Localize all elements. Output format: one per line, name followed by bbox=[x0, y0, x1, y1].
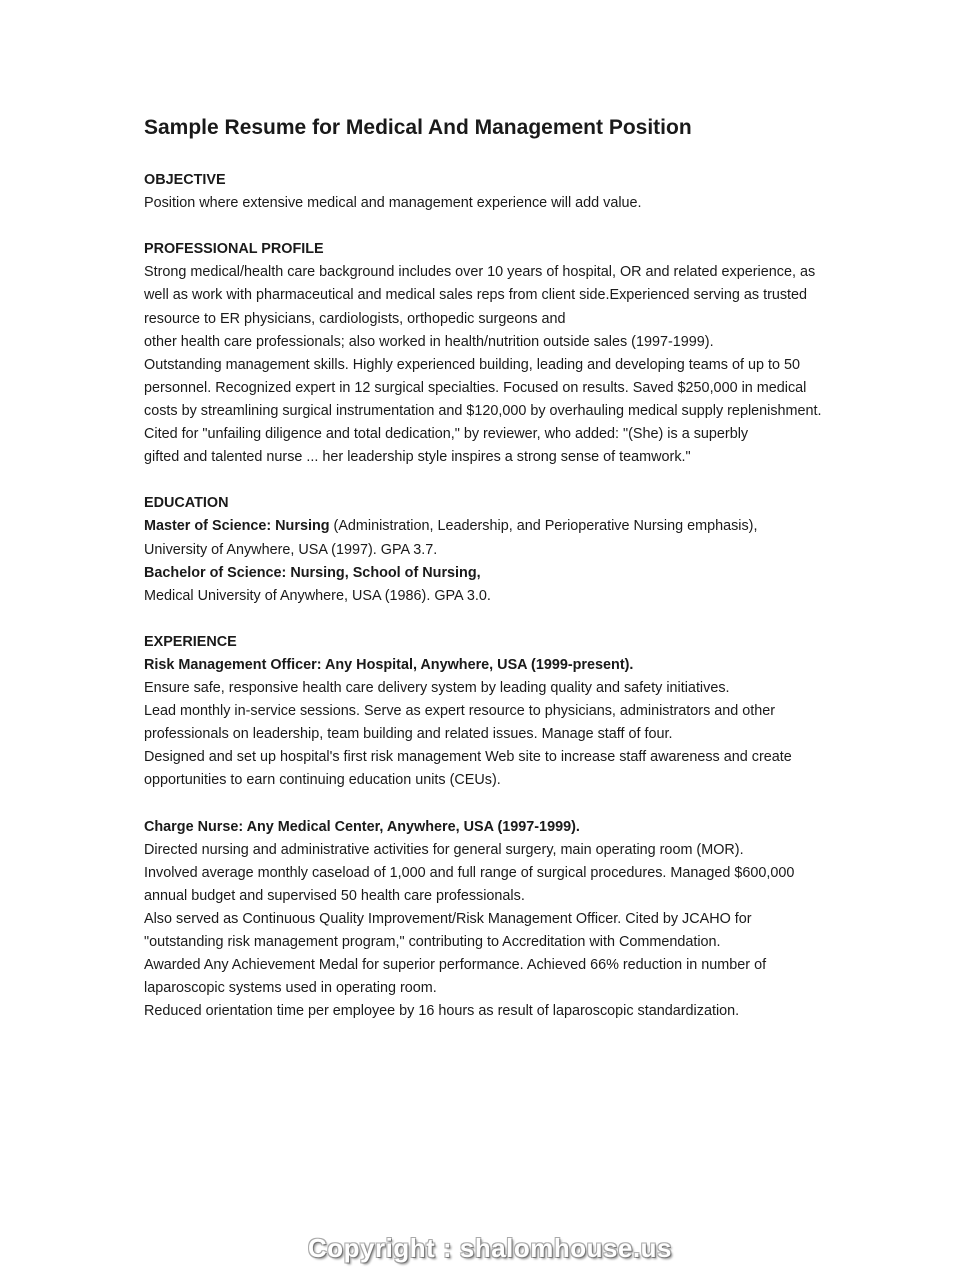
job-line: opportunities to earn continuing education units (CEUs). bbox=[144, 772, 501, 789]
spacer bbox=[144, 608, 844, 631]
job-title: Charge Nurse: Any Medical Center, Anywhere, USA (1997-1999). bbox=[144, 818, 580, 835]
page-title: Sample Resume for Medical And Management Position bbox=[144, 116, 692, 139]
degree-1-detail: (Administration, Leadership, and Perioperative Nursing emphasis), bbox=[329, 518, 758, 535]
profile-line: resource to ER physicians, cardiologists, orthopedic surgeons and bbox=[144, 310, 566, 327]
job-line: laparoscopic systems used in operating room. bbox=[144, 980, 437, 997]
job-title: Risk Management Officer: Any Hospital, Anywhere, USA (1999-present). bbox=[144, 656, 634, 673]
spacer bbox=[144, 469, 844, 492]
job-line: Awarded Any Achievement Medal for superior performance. Achieved 66% reduction in number of bbox=[144, 957, 767, 974]
experience-heading: EXPERIENCE bbox=[144, 633, 237, 650]
profile-line: well as work with pharmaceutical and medical sales reps from client side.Experienced serving as trusted bbox=[144, 287, 808, 304]
job-line: Also served as Continuous Quality Improvement/Risk Management Officer. Cited by JCAHO for bbox=[144, 911, 752, 927]
degree-1 bbox=[144, 515, 844, 538]
profile-line: Cited for "unfailing diligence and total dedication," by reviewer, who added: "(She) is a superbly bbox=[144, 426, 749, 443]
degree-1-school: University of Anywhere, USA (1997). GPA 3.7. bbox=[144, 541, 438, 558]
spacer bbox=[144, 215, 844, 238]
job-line: Directed nursing and administrative activities for general surgery, main operating room (MOR). bbox=[144, 841, 744, 858]
job-line: annual budget and supervised 50 health care professionals. bbox=[144, 887, 525, 904]
job-line: Lead monthly in-service sessions. Serve as expert resource to physicians, administrators and other bbox=[144, 703, 776, 720]
profile-line: Strong medical/health care background includes over 10 years of hospital, OR and related experience, as bbox=[144, 264, 816, 281]
profile-line: personnel. Recognized expert in 12 surgical specialties. Focused on results. Saved $250,000 in medical bbox=[144, 379, 807, 396]
degree-2-name: Bachelor of Science: Nursing, School of Nursing, bbox=[144, 564, 481, 581]
job-line: Ensure safe, responsive health care delivery system by leading quality and safety initiatives. bbox=[144, 680, 730, 697]
education-heading: EDUCATION bbox=[144, 495, 229, 512]
job-line: Involved average monthly caseload of 1,000 and full range of surgical procedures. Managed $600,000 bbox=[144, 864, 795, 881]
job-line: Reduced orientation time per employee by 16 hours as result of laparoscopic standardization. bbox=[144, 1003, 740, 1020]
profile-heading: PROFESSIONAL PROFILE bbox=[144, 241, 324, 258]
job-line: "outstanding risk management program," contributing to Accreditation with Commendation. bbox=[144, 934, 721, 951]
objective-heading: OBJECTIVE bbox=[144, 172, 226, 188]
degree-2-school: Medical University of Anywhere, USA (1986). GPA 3.0. bbox=[144, 587, 491, 604]
degree-1-name: Master of Science: Nursing bbox=[144, 518, 330, 535]
profile-line: other health care professionals; also worked in health/nutrition outside sales (1997-1999). bbox=[144, 333, 714, 350]
spacer bbox=[144, 793, 844, 816]
profile-line: costs by streamlining surgical instrumentation and $120,000 by overhauling medical supply replenishment. bbox=[144, 402, 822, 419]
job-line: professionals on leadership, team building and related issues. Manage staff of four. bbox=[144, 726, 673, 743]
job-line: Designed and set up hospital's first risk management Web site to increase staff awareness and create bbox=[144, 749, 792, 766]
objective-text: Position where extensive medical and management experience will add value. bbox=[144, 195, 642, 212]
profile-line: Outstanding management skills. Highly experienced building, leading and developing teams of up to 50 bbox=[144, 356, 800, 373]
profile-line: gifted and talented nurse ... her leadership style inspires a strong sense of teamwork." bbox=[144, 449, 691, 466]
resume-body bbox=[144, 169, 844, 1023]
copyright-watermark: Copyright : shalomhouse.us bbox=[307, 1233, 673, 1263]
